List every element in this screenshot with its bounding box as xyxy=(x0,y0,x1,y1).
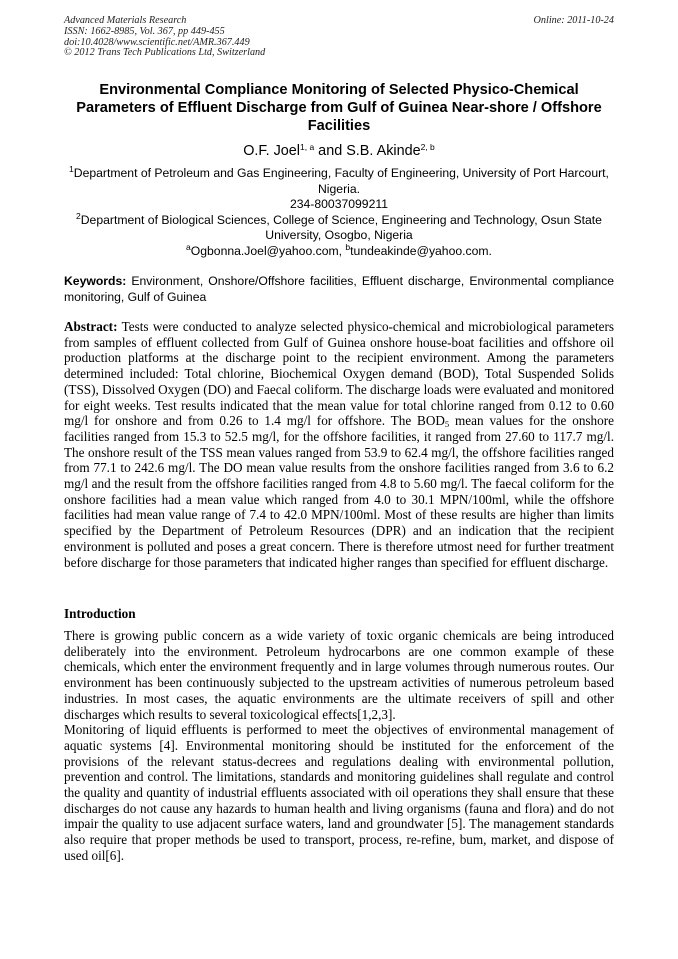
keywords-text: Environment, Onshore/Offshore facilities, Effluent discharge, Environmental compliance monitoring, Gulf of Guinea xyxy=(64,274,614,304)
abstract-text-part-2: mean values for the onshore facilities ranged from 15.3 to 52.5 mg/l, for the offshore facilities, it ranged from 27.60 to 117.7 mg/l. The onshore result of the TSS mean values ranged from 53.9 to 62.4 mg/l, the offshore facilities ranged from 77.1 to 242.6 mg/l. The DO mean value results from the onshore facilities ranged from 3.6 to 6.2 mg/l and the result from the offshore facilities ranged from 4.8 to 5.60 mg/l. The faecal coliform for the onshore facilities had a mean value which ranged from 4.0 to 30.1 MPN/100ml, while the offshore facilities had mean value range of 7.4 to 42.0 MPN/100ml. Most of these results are higher than limits specified by the Department of Petroleum Resources (DPR) and an indication that the recipient environment is polluted and poses a great concern. There is therefore utmost need for further treatment before discharge for those parameters that indicated higher ranges than specified for effluent discharge. xyxy=(64,413,614,570)
affiliation-1-marker: 1 xyxy=(69,164,74,174)
doi-line: doi:10.4028/www.scientific.net/AMR.367.449 xyxy=(64,36,250,48)
introduction-heading: Introduction xyxy=(64,606,136,621)
email-a-marker: a xyxy=(186,241,191,252)
online-date: Online: 2011-10-24 xyxy=(533,15,614,26)
copyright-line: © 2012 Trans Tech Publications Ltd, Switzerland xyxy=(64,47,266,59)
author-joiner: and xyxy=(314,143,347,159)
issn-line: ISSN: 1662-8985, Vol. 367, pp 449-455 xyxy=(64,25,225,37)
keywords-label: Keywords: xyxy=(64,274,127,288)
journal-name: Advanced Materials Research xyxy=(64,15,187,26)
email-b-link[interactable]: tundeakinde@yahoo.com. xyxy=(350,243,492,258)
keywords-section xyxy=(64,274,614,305)
author-1: O.F. Joel xyxy=(243,143,300,159)
affiliation-2 xyxy=(60,210,618,244)
abstract-label: Abstract: xyxy=(64,319,118,334)
email-b-marker: b xyxy=(345,241,351,252)
affiliation-1-text: Department of Petroleum and Gas Engineering, Faculty of Engineering, University of Port Harcourt, Nigeria. xyxy=(73,166,609,196)
author-2-marker: 2, b xyxy=(420,142,435,152)
bod-subscript: 5 xyxy=(444,419,450,430)
journal-header xyxy=(64,16,614,59)
email-a-link[interactable]: Ogbonna.Joel@yahoo.com, xyxy=(190,243,346,258)
abstract-text-part-1: Tests were conducted to analyze selected physico-chemical and microbiological parameters from samples of effluent collected from Gulf of Guinea onshore house-boat facilities and offshore oil production platforms at the discharge point to the recipient environment. Among the parameters determined included: Total chlorine, Biochemical Oxygen demand (BOD), Total Suspended Solids (TSS), Dissolved Oxygen (DO) and Faecal coliform. The discharge loads were evaluated and monitored for eight weeks. Test results indicated that the mean value for total chlorine ranged from 0.12 to 0.60 mg/l for onshore and from 0.26 to 1.4 mg/l for offshore. The BOD xyxy=(64,319,614,429)
phone-number: 234-80037099211 xyxy=(289,197,389,211)
introduction-section xyxy=(64,628,614,864)
affiliation-2-marker: 2 xyxy=(76,210,81,221)
author-line xyxy=(60,142,618,160)
intro-paragraph-1: There is growing public concern as a wide variety of toxic organic chemicals are being introduced deliberately into the environment. Petroleum hydrocarbons are one common example of these chemicals, which enter the environment frequently and in large volumes through numerous routes. Our environment has been continuously subjected to the upstream activities of numerous petroleum based industries. In most cases, the aquatic environments are the ultimate receivers of spill and other discharges which results to several toxicological effects[1,2,3]. xyxy=(64,628,614,722)
email-line xyxy=(60,241,618,260)
author-2: S.B. Akinde xyxy=(346,143,421,159)
abstract-section xyxy=(64,319,614,570)
affiliation-2-text: Department of Biological Sciences, College of Science, Engineering and Technology, Osun State University, Osogbo, Nigeria xyxy=(80,212,602,242)
intro-paragraph-2: Monitoring of liquid effluents is performed to meet the objectives of environmental management of aquatic systems [4]. Environmental monitoring should be instituted for the enforcement of the provisions of the relevant status-decrees and regulations dealing with environmental pollution, prevention and control. The limitations, standards and monitoring guidelines shall regulate and control the quality and quantity of industrial effluents associated with oil operations they shall ensure that these discharges do not cause any hazards to human health and living organisms (fauna and flora) and do not impair the quality to use adjacent surface waters, land and groundwater [5]. The management standards also require that proper methods be used to transport, process, re-refine, bum, market, and dispose of used oil[6]. xyxy=(64,722,614,863)
paper-title: Environmental Compliance Monitoring of Selected Physico-Chemical Parameters of Effluent Discharge from Gulf of Guinea Near-shore / Offshore Facilities xyxy=(76,82,602,135)
author-1-marker: 1, a xyxy=(300,142,315,152)
affiliation-1 xyxy=(60,166,618,197)
affiliations xyxy=(60,166,618,259)
